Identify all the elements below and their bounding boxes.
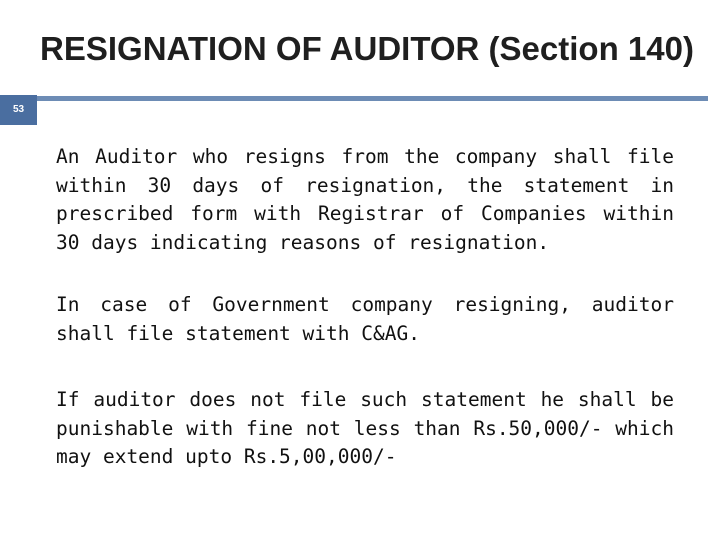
title-underline-bar <box>37 96 707 101</box>
slide-number-tab <box>0 95 37 125</box>
bullet-item-filing-statement: An Auditor who resigns from the company shall file within 30 days of resignation, the statement in prescribed form with Registrar of Companies within 30 days indicating reasons of resignation. <box>56 145 674 254</box>
slide-number: 53 <box>12 104 25 115</box>
title-underline-end <box>707 96 708 101</box>
bullet-item-government-company: In case of Government company resigning, auditor shall file statement with C&AG. <box>56 293 674 345</box>
slide-title: RESIGNATION OF AUDITOR (Section 140) <box>40 30 694 67</box>
bullet-item-penalty: If auditor does not file such statement he shall be punishable with fine not less than Rs.50,000/- which may extend upto Rs.5,00,000/- <box>56 388 674 468</box>
